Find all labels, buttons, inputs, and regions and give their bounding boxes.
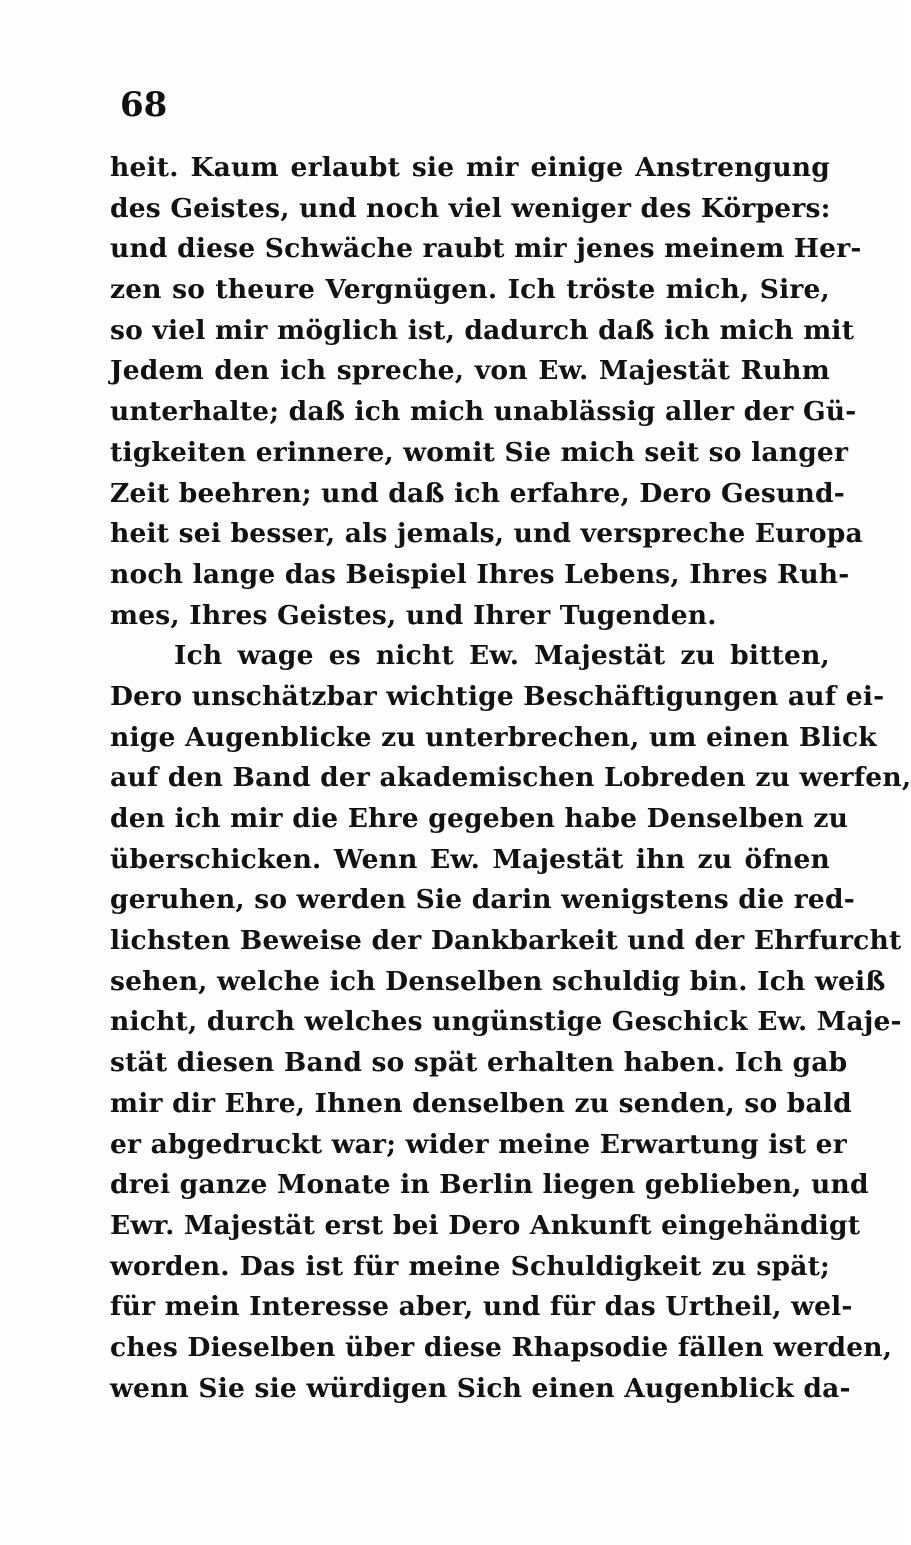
text-line: stät diesen Band so spät erhalten haben. Ich gab	[110, 1047, 848, 1079]
text-line: mir dir Ehre, Ihnen denselben zu senden, so bald	[110, 1087, 852, 1119]
body-text	[110, 148, 911, 1409]
text-line: Jedem den ich spreche, von Ew. Majestät Ruhm	[110, 355, 830, 387]
text-line: unterhalte; daß ich mich unablässig aller der Gü-	[110, 396, 857, 428]
text-line: wenn Sie sie würdigen Sich einen Augenblick da-	[110, 1372, 851, 1404]
text-line: Zeit beehren; und daß ich erfahre, Dero Gesund-	[110, 477, 845, 509]
text-line: für mein Interesse aber, und für das Urtheil, wel-	[110, 1291, 853, 1323]
page-number: 68	[120, 85, 168, 125]
text-line: nicht, durch welches ungünstige Geschick Ew. Maje-	[110, 1006, 902, 1038]
text-line: worden. Das ist für meine Schuldigkeit zu spät;	[110, 1250, 830, 1282]
text-line: ches Dieselben über diese Rhapsodie fällen werden,	[110, 1331, 893, 1363]
text-line: noch lange das Beispiel Ihres Lebens, Ihres Ruh-	[110, 558, 850, 590]
text-line: überschicken. Wenn Ew. Majestät ihn zu öfnen	[110, 843, 830, 875]
text-line: auf den Band der akademischen Lobreden zu werfen,	[110, 762, 911, 794]
text-line: er abgedruckt war; wider meine Erwartung ist er	[110, 1128, 847, 1160]
text-line: sehen, welche ich Denselben schuldig bin. Ich weiß	[110, 965, 886, 997]
text-line: des Geistes, und noch viel weniger des Körpers:	[110, 192, 831, 224]
paragraph-1	[110, 148, 863, 636]
paragraph-2	[110, 636, 911, 1409]
text-line: geruhen, so werden Sie darin wenigstens die red-	[110, 884, 855, 916]
text-line: mes, Ihres Geistes, und Ihrer Tugenden.	[110, 599, 717, 631]
text-line: tigkeiten erinnere, womit Sie mich seit so langer	[110, 436, 849, 468]
text-line: so viel mir möglich ist, dadurch daß ich mich mit	[110, 314, 855, 346]
text-line: heit. Kaum erlaubt sie mir einige Anstrengung	[110, 152, 830, 183]
text-line: Ewr. Majestät erst bei Dero Ankunft eingehändigt	[110, 1209, 861, 1241]
text-line: Ich wage es nicht Ew. Majestät zu bitten,	[174, 640, 830, 672]
text-line: lichsten Beweise der Dankbarkeit und der Ehrfurcht	[110, 925, 902, 957]
text-line: drei ganze Monate in Berlin liegen geblieben, und	[110, 1169, 869, 1201]
text-line: nige Augenblicke zu unterbrechen, um einen Blick	[110, 721, 877, 753]
text-line: zen so theure Vergnügen. Ich tröste mich, Sire,	[110, 274, 830, 306]
text-line: den ich mir die Ehre gegeben habe Denselben zu	[110, 803, 849, 834]
text-line: und diese Schwäche raubt mir jenes meinem Her-	[110, 233, 862, 265]
text-line: Dero unschätzbar wichtige Beschäftigungen auf ei-	[110, 680, 885, 712]
text-line: heit sei besser, als jemals, und verspreche Europa	[110, 518, 863, 550]
